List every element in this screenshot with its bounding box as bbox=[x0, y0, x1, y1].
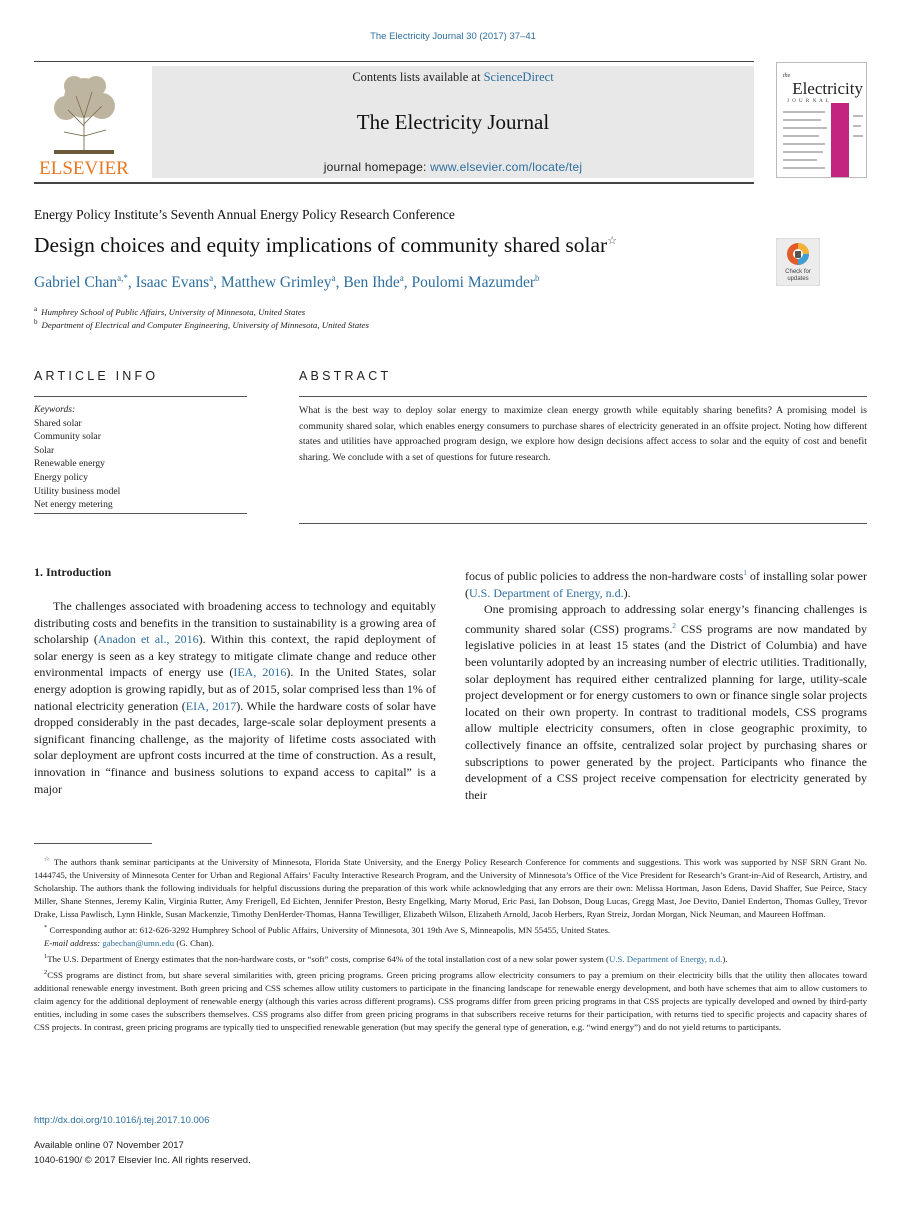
journal-title: The Electricity Journal bbox=[356, 110, 550, 134]
sciencedirect-link[interactable]: ScienceDirect bbox=[483, 70, 554, 84]
footnote-link[interactable]: 2 bbox=[672, 621, 676, 630]
article-info-heading: ARTICLE INFO bbox=[34, 369, 159, 383]
footnote-mark: 2 bbox=[44, 968, 48, 976]
header-rule bbox=[34, 61, 754, 62]
footnote-link[interactable]: 1 bbox=[743, 569, 747, 577]
footnote-acknowledgement: ☆ The authors thank seminar participants at the University of Minnesota, Florida State University, and the Energy Policy Research Conference for comments and suggestions. This work was supported by NSF SRN Grant No. 1444745, the University of Minnesota Center for Urban and Regional Affairs’ Faculty Interactive Research Program, and the University of Minnesota’s Office of the Vice President for Research’s Grant-in-Aid of Research, Artistry, and Scholarship. The authors thank the following individuals for helpful discussions during the preparation of this work while acknowledging that any errors are their own: Melissa Hortman, Jason Edens, David Shaffer, Sue Peirce, Stacy Miller, Shane Stennes, Jeremy Kalin, Virginia Rutter, Amy Frerigell, Ed Eichten, Jennifer Preston, Besty Engelking, Marty Morud, Eric Pasi, Ian Dobson, Doug Lucas, Gregg Mast, Joe Devito, Daniel Enderton, Thomas Gulley, Trevor Drake, Lissa Pawlisch, Lynn Hinkle, Susan Mackenzie, Timothy DenHerder-Thomas, Hanna Tewilliger, Elizabeth Wilson, Elizabeth Arnold, Jacob Herbers, Ryan Streiz, Jordan Morgan, Nick Neuman, and Maureen Hoffman. bbox=[34, 856, 867, 919]
keyword: Shared solar bbox=[34, 417, 82, 429]
cover-line bbox=[783, 119, 821, 121]
author-link[interactable]: Poulomi Mazumder bbox=[411, 274, 536, 292]
body-column-left bbox=[34, 598, 436, 797]
cover-line bbox=[853, 135, 863, 137]
elsevier-wordmark: ELSEVIER bbox=[39, 158, 129, 178]
cover-line bbox=[783, 151, 823, 153]
email-link[interactable]: gabechan@umn.edu bbox=[102, 937, 175, 948]
check-for-updates-badge[interactable] bbox=[776, 238, 820, 286]
journal-cover-thumbnail[interactable] bbox=[776, 62, 867, 178]
check-badge-label: Check for updates bbox=[785, 269, 811, 282]
cover-line bbox=[853, 115, 863, 117]
affiliation-mark: b bbox=[34, 318, 38, 326]
journal-citation[interactable]: The Electricity Journal 30 (2017) 37–41 bbox=[370, 31, 536, 42]
footnote-email: E-mail address: gabechan@umn.edu (G. Chan). bbox=[44, 937, 214, 948]
abstract-heading: ABSTRACT bbox=[299, 369, 392, 383]
doi-link[interactable]: http://dx.doi.org/10.1016/j.tej.2017.10.006 bbox=[34, 1115, 210, 1126]
citation-link[interactable]: U.S. Department of Energy, n.d. bbox=[469, 585, 624, 600]
cover-line bbox=[783, 167, 825, 169]
footnote-mark: 1 bbox=[44, 952, 48, 960]
homepage-prefix: journal homepage: bbox=[323, 160, 431, 174]
cover-line bbox=[783, 143, 825, 145]
footnote-corresponding: * Corresponding author at: 612-626-3292 Humphrey School of Public Affairs, University of Minnesota, 301 19th Ave S, Minneapolis, MN 55455, United States. bbox=[44, 923, 611, 935]
affiliation bbox=[34, 305, 305, 317]
cover-journal-letters: J O U R N A L bbox=[787, 99, 830, 104]
elsevier-logo[interactable] bbox=[34, 66, 134, 178]
author-affil-sup[interactable]: a,* bbox=[117, 273, 128, 283]
contents-prefix: Contents lists available at bbox=[352, 70, 484, 84]
section-heading: 1. Introduction bbox=[34, 565, 112, 579]
title-star-footnote-link[interactable]: ☆ bbox=[607, 234, 618, 247]
author-affil-sup[interactable]: a bbox=[399, 273, 404, 283]
footnote-rule bbox=[34, 843, 152, 844]
body-paragraph: One promising approach to addressing solar energy’s financing challenges is community shared solar (CSS) programs.$^2$ CSS programs are now mandated by legislative policies in at least 15 states (and the District of Columbia) and have been voluntarily adopted by an increasing number of electric utilities. Traditionally, solar deployment has required either centralized planning for large, utility-scale project development or for energy customers to own or finance single solar projects located on their own property. In contrast to traditional models, CSS programs allow multiple electricity consumers, often in close geographic proximity, to collectively finance an offsite, centralized solar project by purchasing shares or subscriptions to power generated by the project. Participants who finance the development of a CSS project receive compensation for electricity generated by their bbox=[465, 602, 867, 802]
footnote-mark: ☆ bbox=[44, 856, 51, 863]
keywords-label: Keywords: bbox=[34, 404, 76, 415]
copyright: 1040-6190/ © 2017 Elsevier Inc. All rights reserved. bbox=[34, 1155, 251, 1166]
citation-link[interactable]: EIA, 2017 bbox=[185, 698, 237, 713]
header-rule-thick bbox=[34, 182, 754, 184]
affiliation-mark: a bbox=[34, 305, 38, 313]
body-paragraph: The challenges associated with broadening access to technology and equitably distributing costs and benefits in the transition to sustainability is a growing area of scholarship (Anadon et al., 2016). Within this context, the rapid deployment of solar energy is seen as a key strategy to mitigate climate change and reduce other environmental impacts of energy use (IEA, 2016). In the United States, solar energy adoption is growing rapidly, but as of 2015, solar comprised less than 1% of national electricity generation (EIA, 2017). While the hardware costs of solar have dropped considerably in the past decades, large-scale solar deployment presents a significant financing challenge, as the majority of lifetime costs associated with solar deployment are upfront costs incurred at the time of construction. As a result, innovation in “finance and business solutions to expand access to capital” is a major bbox=[34, 599, 437, 796]
cover-title: Electricity bbox=[792, 79, 863, 98]
available-online: Available online 07 November 2017 bbox=[34, 1140, 184, 1151]
body-paragraph: focus of public policies to address the non-hardware costs$^1$ of installing solar power (U.S. Department of Energy, n.d.). bbox=[465, 569, 868, 600]
keywords-block bbox=[34, 403, 120, 512]
citation-link[interactable]: U.S. Department of Energy, n.d. bbox=[608, 953, 723, 964]
cover-small-text: the bbox=[783, 73, 791, 79]
cover-line bbox=[853, 125, 861, 127]
keyword: Utility business model bbox=[34, 485, 121, 497]
abstract-text: What is the best way to deploy solar energy to maximize clean energy growth while equitably sharing benefits? A promising model is community shared solar, which enables energy consumers to purchase shares of electricity generated in an offsite project. Noting how different states and utilities have approached program design, we explore how design decisions affect access to solar and the equity of cost and benefit sharing. We conclude with a set of questions for future research. bbox=[299, 405, 867, 463]
homepage-line bbox=[152, 160, 754, 174]
contents-line bbox=[152, 70, 754, 85]
author-link[interactable]: Matthew Grimley bbox=[220, 274, 332, 292]
author-affil-sup[interactable]: b bbox=[535, 273, 540, 283]
keyword: Solar bbox=[34, 444, 55, 456]
keyword: Energy policy bbox=[34, 471, 88, 483]
footnote-1: $^1$The U.S. Department of Energy estimates that the non-hardware costs, or “soft” costs, comprise 64% of the total installation cost of a new solar power system (U.S. Department of Energy, n.d.). bbox=[44, 952, 728, 964]
article-title-text: Design choices and equity implications of community shared solar bbox=[34, 233, 608, 257]
affiliation-text: Department of Electrical and Computer Engineering, University of Minnesota, United States bbox=[41, 319, 369, 330]
keyword: Community solar bbox=[34, 431, 101, 443]
author-affil-sup[interactable]: a bbox=[209, 273, 214, 283]
author-link[interactable]: Ben Ihde bbox=[343, 274, 400, 292]
cover-line bbox=[783, 111, 825, 113]
footnote-2: $^2$CSS programs are distinct from, but share several similarities with, green pricing programs. Green pricing programs allow electricity consumers to pay a premium on their electricity bills that the utility then allocates toward additional renewable energy investment. Both green pricing and CSS schemes allow utility customers to participate in the financing landscape for renewable energy development, and both have schemes that aim to allow customers to claim agency for the additional deployment of renewable energy (although this varies across different programs). CSS programs differ from green pricing programs in that CSS projects are typically developed and owned by third-party entities, including in some cases the subscribers themselves. CSS programs also differ from green pricing programs in that subscribers receive returns for their participation, with returns tied to specific projects and capacity shares of CSS projects. In contrast, green pricing programs are typically tied to unspecified renewable generation (but may specify the general type of generation, e.g. “wind energy”) and do not yield returns to participants. bbox=[34, 968, 867, 1032]
author-affil-sup[interactable]: a bbox=[331, 273, 336, 283]
cover-line bbox=[783, 159, 817, 161]
article-title bbox=[34, 233, 617, 258]
section-rule bbox=[299, 396, 867, 397]
keyword: Net energy metering bbox=[34, 499, 113, 511]
citation-link[interactable]: Anadon et al., 2016 bbox=[97, 632, 199, 647]
affiliation bbox=[34, 318, 369, 330]
cover-stripe bbox=[831, 103, 849, 178]
author-link[interactable]: Gabriel Chan bbox=[34, 274, 118, 292]
body-column-right bbox=[465, 565, 867, 803]
footnotes bbox=[34, 853, 867, 1034]
author-link[interactable]: Isaac Evans bbox=[135, 274, 210, 292]
cover-line bbox=[783, 135, 819, 137]
footnote-mark: * bbox=[44, 923, 48, 931]
section-rule bbox=[34, 513, 247, 514]
affiliation-text: Humphrey School of Public Affairs, University of Minnesota, United States bbox=[41, 306, 306, 317]
citation-link[interactable]: IEA, 2016 bbox=[233, 665, 287, 680]
section-rule bbox=[34, 396, 247, 397]
cover-line bbox=[783, 127, 827, 129]
section-rule bbox=[299, 523, 867, 524]
author-list: Gabriel Chan$^{a,*}$, Isaac Evans$^a$, Matthew Grimley$^a$, Ben Ihde$^a$, Poulomi Mazumder$^b$ bbox=[34, 273, 540, 292]
homepage-link[interactable]: www.elsevier.com/locate/tej bbox=[430, 160, 583, 174]
conference-line: Energy Policy Institute’s Seventh Annual Energy Policy Research Conference bbox=[34, 207, 455, 222]
keyword: Renewable energy bbox=[34, 458, 105, 470]
